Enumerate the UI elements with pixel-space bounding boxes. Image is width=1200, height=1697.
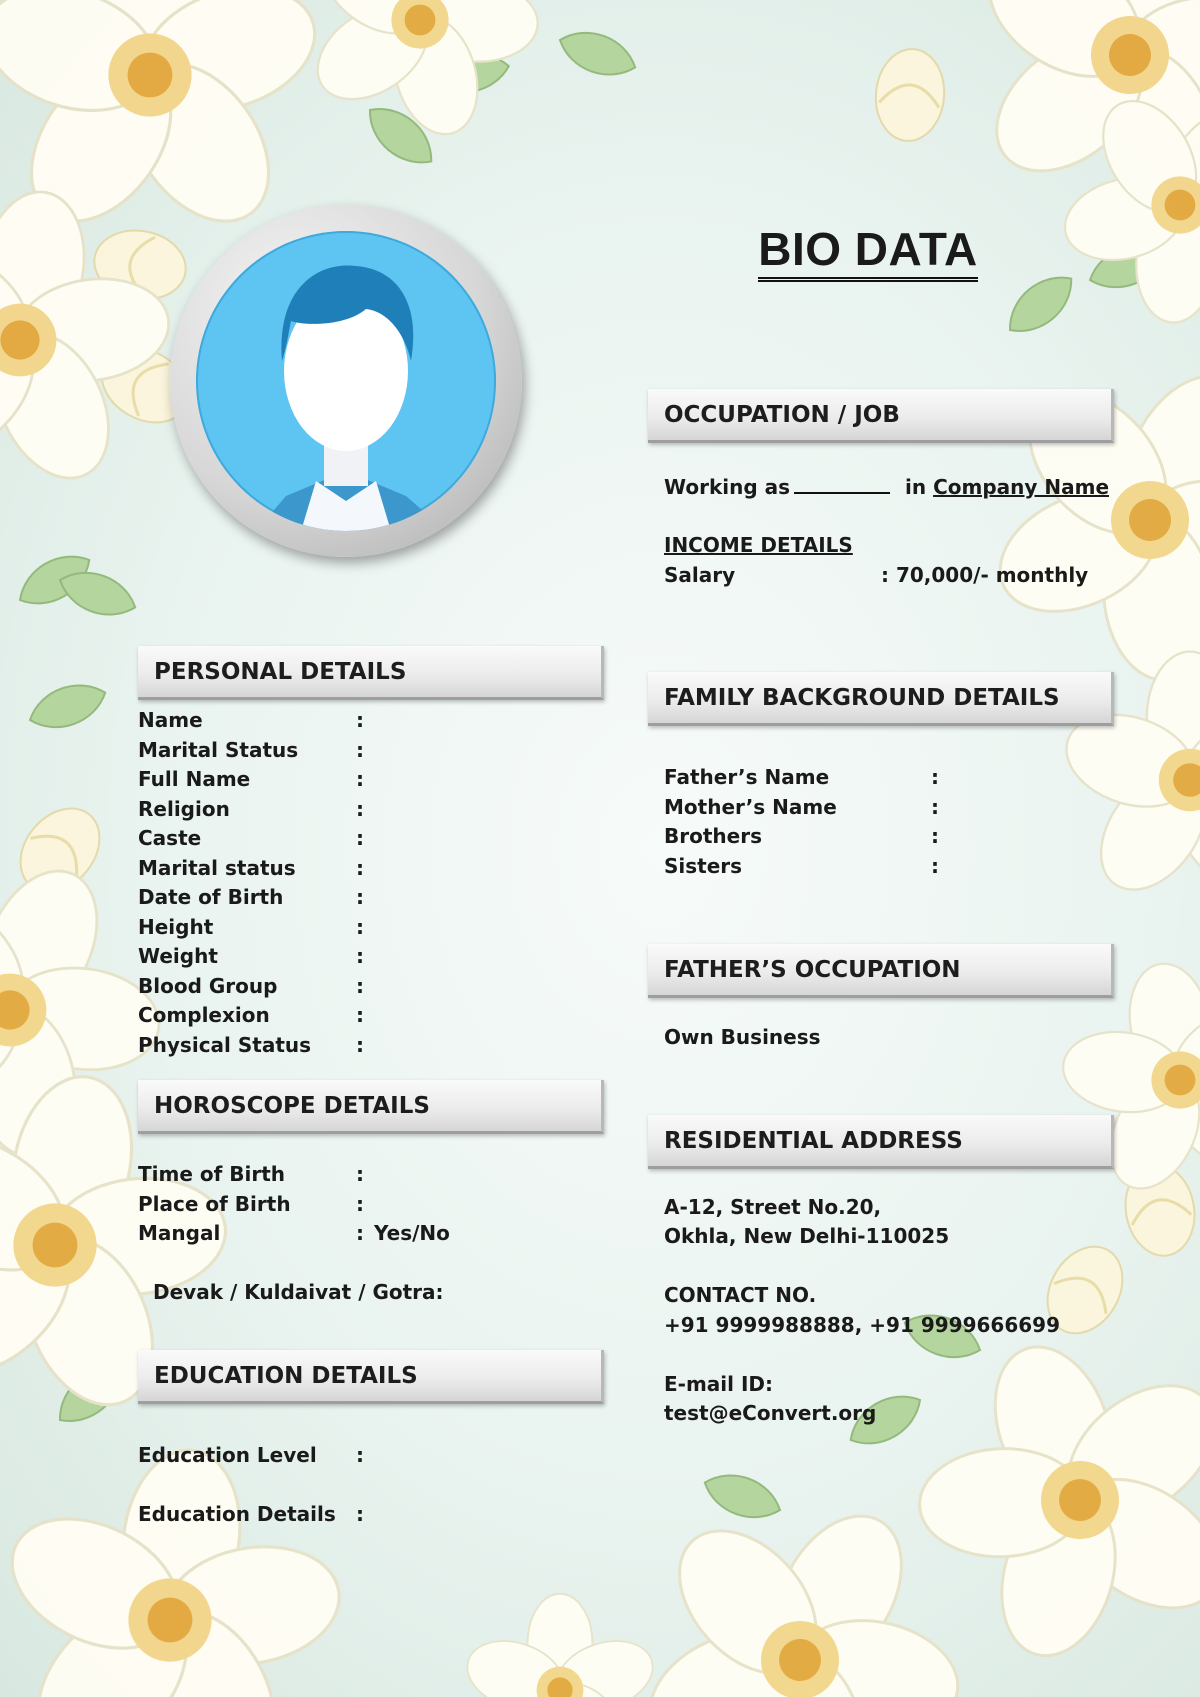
field-label: Blood Group bbox=[138, 973, 278, 998]
section-header-occupation: OCCUPATION / JOB bbox=[648, 389, 1114, 443]
section-header-education-details: EDUCATION DETAILS bbox=[138, 1350, 604, 1404]
fathers-occupation-value: Own Business bbox=[664, 1025, 821, 1049]
field-separator: : bbox=[356, 914, 364, 939]
family-detail-row bbox=[664, 852, 1130, 882]
section-header-personal-details: PERSONAL DETAILS bbox=[138, 646, 604, 700]
field-label: Father’s Name bbox=[664, 765, 830, 789]
field-label: Time of Birth bbox=[138, 1162, 286, 1186]
section-header-family-background: FAMILY BACKGROUND DETAILS bbox=[648, 672, 1114, 726]
field-separator: : bbox=[931, 794, 939, 819]
working-as-label: Working as bbox=[664, 475, 791, 499]
field-separator: : bbox=[356, 944, 364, 968]
field-separator: : bbox=[356, 855, 364, 880]
field-label: Complexion bbox=[138, 1003, 270, 1027]
personal-detail-row bbox=[138, 736, 604, 766]
family-detail-row bbox=[664, 763, 1130, 793]
field-separator: : bbox=[356, 1032, 364, 1057]
company-name: Company Name bbox=[933, 475, 1110, 499]
education-detail-row bbox=[138, 1426, 604, 1485]
field-separator: : bbox=[356, 708, 364, 732]
working-as-line bbox=[664, 474, 1109, 499]
field-label: Caste bbox=[138, 826, 202, 850]
personal-detail-row bbox=[138, 913, 604, 943]
field-label: Mother’s Name bbox=[664, 794, 837, 819]
field-separator: : bbox=[356, 826, 364, 850]
family-detail-row bbox=[664, 793, 1130, 823]
job-title-blank bbox=[794, 474, 890, 494]
page-title: BIO DATA bbox=[650, 222, 1086, 276]
horoscope-detail-row bbox=[138, 1219, 604, 1249]
field-label: Education Level bbox=[138, 1443, 317, 1467]
field-label: Marital Status bbox=[138, 737, 299, 762]
gotra-label: Devak / Kuldaivat / Gotra: bbox=[153, 1280, 444, 1304]
address-line-1: A-12, Street No.20, bbox=[664, 1195, 882, 1219]
horoscope-detail-row bbox=[138, 1190, 604, 1220]
field-separator: : bbox=[356, 1221, 364, 1245]
personal-detail-row bbox=[138, 706, 604, 736]
field-separator: : bbox=[356, 767, 364, 791]
salary-label: Salary bbox=[664, 563, 736, 587]
section-header-horoscope-details: HOROSCOPE DETAILS bbox=[138, 1080, 604, 1134]
income-details-heading: INCOME DETAILS bbox=[664, 533, 853, 557]
field-separator: : bbox=[356, 1191, 364, 1216]
field-label: Religion bbox=[138, 796, 230, 821]
field-label: Brothers bbox=[664, 824, 762, 848]
section-header-fathers-occupation: FATHER’S OCCUPATION bbox=[648, 944, 1114, 998]
address-line-2: Okhla, New Delhi-110025 bbox=[664, 1224, 950, 1248]
field-separator: : bbox=[356, 1003, 364, 1027]
field-separator: : bbox=[356, 1443, 364, 1467]
field-separator: : bbox=[356, 973, 364, 998]
personal-detail-row bbox=[138, 942, 604, 972]
personal-detail-row bbox=[138, 1001, 604, 1031]
field-separator: : bbox=[931, 765, 939, 789]
field-value: Yes/No bbox=[374, 1221, 450, 1245]
field-separator: : bbox=[356, 737, 364, 762]
horoscope-details-list bbox=[138, 1160, 604, 1249]
field-label: Place of Birth bbox=[138, 1191, 291, 1216]
personal-detail-row bbox=[138, 795, 604, 825]
field-separator: : bbox=[356, 885, 364, 909]
email-value[interactable]: test@eConvert.org bbox=[664, 1401, 877, 1425]
male-avatar-icon bbox=[196, 231, 496, 531]
education-detail-row bbox=[138, 1485, 604, 1544]
field-label: Physical Status bbox=[138, 1032, 312, 1057]
field-label: Height bbox=[138, 914, 214, 939]
profile-photo bbox=[170, 205, 522, 557]
contact-value: +91 9999988888, +91 9999666699 bbox=[664, 1313, 1060, 1337]
field-separator: : bbox=[931, 824, 939, 848]
personal-detail-row bbox=[138, 824, 604, 854]
field-separator: : bbox=[356, 1162, 364, 1186]
email-label: E-mail ID: bbox=[664, 1372, 774, 1396]
field-label: Weight bbox=[138, 944, 218, 968]
in-word: in bbox=[905, 475, 927, 499]
contact-label: CONTACT NO. bbox=[664, 1283, 817, 1307]
family-detail-row bbox=[664, 822, 1130, 852]
field-label: Full Name bbox=[138, 767, 251, 791]
salary-value: : 70,000/- monthly bbox=[881, 563, 1089, 587]
personal-detail-row bbox=[138, 1031, 604, 1061]
field-separator: : bbox=[356, 796, 364, 821]
field-label: Date of Birth bbox=[138, 885, 284, 909]
field-label: Education Details bbox=[138, 1502, 336, 1526]
field-label: Sisters bbox=[664, 853, 743, 878]
personal-detail-row bbox=[138, 883, 604, 913]
personal-detail-row bbox=[138, 972, 604, 1002]
section-header-residential-address: RESIDENTIAL ADDRESS bbox=[648, 1115, 1114, 1169]
personal-detail-row bbox=[138, 854, 604, 884]
field-label: Marital status bbox=[138, 855, 296, 880]
field-separator: : bbox=[356, 1502, 364, 1526]
family-details-list bbox=[664, 763, 1130, 881]
field-separator: : bbox=[931, 853, 939, 878]
personal-detail-row bbox=[138, 765, 604, 795]
field-label: Mangal bbox=[138, 1221, 221, 1245]
education-details-list bbox=[138, 1426, 604, 1544]
field-label: Name bbox=[138, 708, 203, 732]
horoscope-detail-row bbox=[138, 1160, 604, 1190]
personal-details-list bbox=[138, 706, 604, 1060]
